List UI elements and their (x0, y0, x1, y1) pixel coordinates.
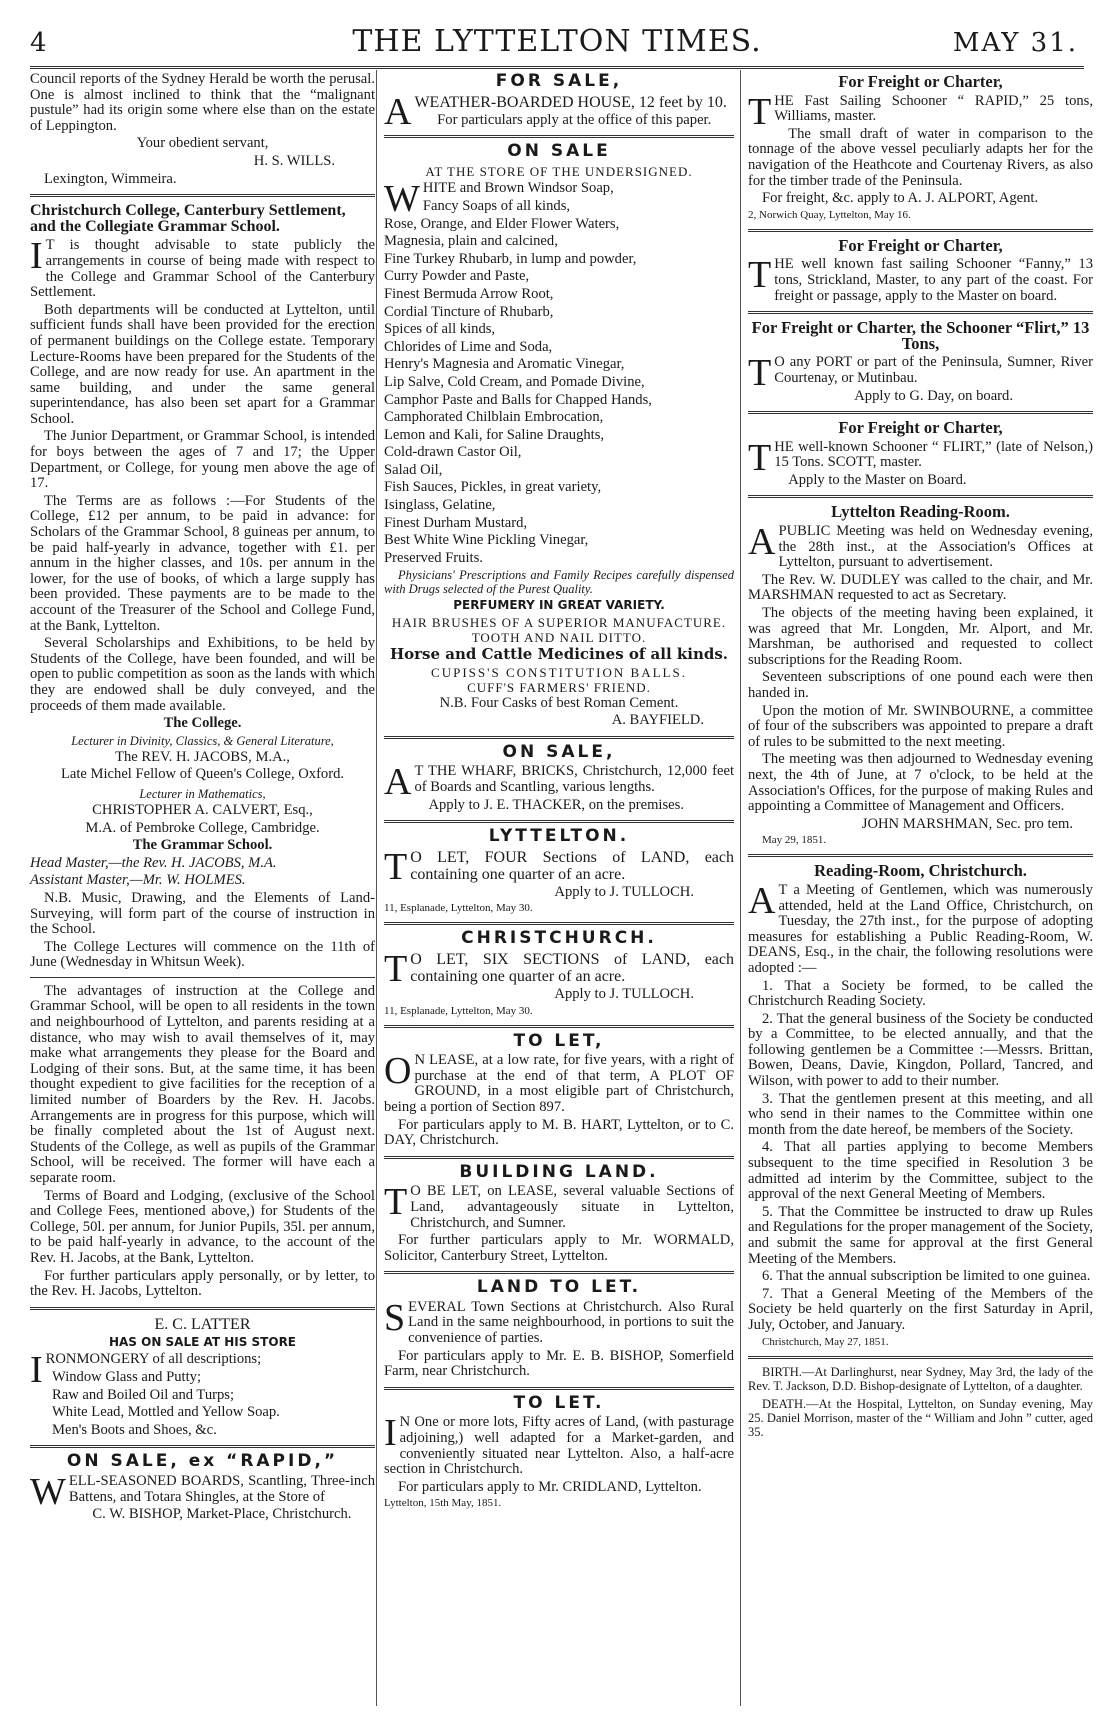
separator (748, 411, 1093, 414)
wharf-heading: ON SALE, (502, 741, 616, 762)
latter-body: IRONMONGERY of all descriptions; (30, 1349, 262, 1392)
college-further: For further particulars apply personally, or by letter, to the Rev. H. Jacobs, Lyttelton. (30, 1267, 375, 1300)
separator (384, 1271, 734, 1274)
onsale-item: Lip Salve, Cold Cream, and Pomade Divine, (384, 373, 645, 390)
separator (384, 1387, 734, 1390)
separator (748, 1356, 1093, 1359)
reading-room-sign: JOHN MARSHMAN, Sec. pro tem. (861, 815, 1073, 832)
forsale-heading: FOR SALE, (495, 71, 623, 91)
onsale-item: Finest Durham Mustard, (384, 514, 528, 531)
wharf-apply: Apply to J. E. THACKER, on the premises. (428, 796, 684, 813)
onsale-item: Spices of all kinds, (384, 321, 496, 338)
onsale-item: Isinglass, Gelatine, (384, 497, 496, 514)
newspaper-title: THE LYTTELTON TIMES. (352, 24, 762, 59)
onsale-item: WHITE and Brown Windsor Soap, (384, 178, 614, 221)
reading-room-date: May 29, 1851. (762, 834, 827, 847)
lyttelton-addr: 11, Esplanade, Lyttelton, May 30. (384, 902, 533, 915)
lecturer-note: Late Michel Fellow of Queen's College, Oxford. (60, 766, 345, 783)
letter-signature: H. S. WILLS. (253, 152, 335, 169)
college-advantages: The advantages of instruction at the College and Grammar School, will be open to all residents in the town and neighbourhood of Lyttelton, and parents residing at a distance, who may wish to avail themselves of it, may make what arrangements they please for the Board and Lodging of their sons. But, at the same time, it has been thought expedient to give facilities for the reception of a limited number of Boarders by the Rev. H. Jacobs. Arrangements are in progress for this purpose, which will be finally completed about the 1st of August next. Students of the College, as well as pupils of the Grammar School, will be received. The former will have each a separate room. (30, 982, 375, 1186)
latter-item: Window Glass and Putty; (52, 1368, 201, 1385)
tooth-brushes: TOOTH AND NAIL DITTO. (471, 630, 647, 646)
separator (30, 194, 375, 197)
forsale-apply: For particulars apply at the office of this paper. (437, 111, 712, 128)
latter-item: Raw and Boiled Oil and Turps; (52, 1386, 235, 1403)
onsale-item: Preserved Fruits. (384, 549, 483, 566)
land-body: SEVERAL Town Sections at Christchurch. Also Rural Land in the same neighbourhood, in portions to suit the convenience of parties. (384, 1296, 734, 1347)
resolution: 4. That all parties applying to become Members subsequent to the time specified in Resolution 3 be admitted ad interim by the Committee, subject to the approval of the next General Meeting of Members. (748, 1139, 1093, 1203)
lyttelton-body: TO LET, FOUR Sections of LAND, each containing one quarter of an acre. (384, 845, 734, 888)
college-para: IT is thought advisable to state publicly the arrangements in course of being made with respect to the College and Grammar School of the Canterbury Settlement. (30, 235, 375, 301)
letter-place: Lexington, Wimmeira. (44, 170, 177, 187)
reading-room-para: Seventeen subscriptions of one pound each were then handed in. (748, 669, 1093, 701)
reading-room-heading: Lyttelton Reading-Room. (831, 502, 1010, 522)
freight4-apply: Apply to the Master on Board. (788, 471, 967, 488)
resolution: 3. That the gentlemen present at this meeting, and all who send in their names to the Committee within one month from the date hereof, be members of the Society. (748, 1090, 1093, 1138)
separator (384, 736, 734, 739)
freight3-apply: Apply to G. Day, on board. (854, 387, 1013, 404)
chch-reading-room-intro: AT a Meeting of Gentlemen, which was numerously attended, held at the Land Office, Christchurch, on Tuesday, the 27th inst., for the purpose of adopting measures for establishing a Public Reading-Room, W. DEANS, Esq., in the chair, the following resolutions were adopted :— (748, 879, 1093, 976)
college-heading: Christchurch College, Canterbury Settlement, and the Collegiate Grammar School. (30, 202, 346, 235)
onsale-item: Magnesia, plain and calcined, (384, 233, 558, 250)
tolet2-heading: TO LET. (513, 1392, 605, 1413)
christchurch-heading: CHRISTCHURCH. (461, 928, 657, 949)
birth-notice: BIRTH.—At Darlinghurst, near Sydney, May 3rd, the lady of the Rev. T. Jackson, D.D. Bishop-designate of Lyttelton, of a daughter. (748, 1364, 1093, 1393)
wharf-body: AT THE WHARF, BRICKS, Christchurch, 12,000 feet of Boards and Scantling, various lengths. (384, 761, 734, 804)
separator (30, 1445, 375, 1448)
separator (748, 495, 1093, 498)
onsale-item: Fancy Soaps of all kinds, (422, 197, 571, 214)
cuff-friend: CUFF'S FARMERS' FRIEND. (467, 679, 651, 695)
chch-reading-room-heading: Reading-Room, Christchurch. (814, 861, 1027, 881)
onsale-item: Salad Oil, (384, 461, 443, 478)
tolet-apply: For particulars apply to M. B. HART, Lyttelton, or to C. DAY, Christchurch. (384, 1116, 734, 1149)
resolution: 6. That the annual subscription be limited to one guinea. (762, 1268, 1091, 1285)
lyttelton-heading: LYTTELTON. (488, 826, 630, 847)
onsale-item: Best White Wine Pickling Vinegar, (384, 532, 589, 549)
lecturer-name: The REV. H. JACOBS, M.A., (115, 748, 290, 765)
separator (384, 820, 734, 823)
separator (30, 977, 375, 978)
reading-room-para: Upon the motion of Mr. SWINBOURNE, a committee of four of the subscribers was appointed to prepare a draft of rules to be submitted to the next meeting. (748, 702, 1093, 750)
separator (30, 1307, 375, 1310)
separator (384, 1025, 734, 1028)
college-terms: Terms of Board and Lodging, (exclusive of the School and College Fees, mentioned above,) for Students of the College, 50l. per annum, for Junior Pupils, 35l. per annum, to be paid half-yearly in advance, to the account of the Rev. H. Jacobs, at the Bank, Lyttelton. (30, 1187, 375, 1266)
lecturer-role: Lecturer in Mathematics, (139, 786, 266, 801)
college-para: The Terms are as follows :—For Students of the College, £12 per annum, to be paid in advance: for Scholars of the Grammar School, 8 guineas per annum, to be paid half-yearly in advance, together with £1. per annum in the higher classes, and 10s. per annum in the lower, for the use of books, of which a large supply has been provided. These payments are to be made to the account of the Treasurer of the School and College Fund, at the Bank, Lyttelton. (30, 492, 375, 634)
college-para: The Junior Department, or Grammar School, is intended for boys between the ages of 7 and 17; the Upper Department, or College, for young men above the age of 17. (30, 428, 375, 492)
onsale-item: Cordial Tincture of Rhubarb, (384, 303, 554, 320)
head-master: Head Master,—the Rev. H. JACOBS, M.A. (30, 854, 277, 871)
latter-sub: HAS ON SALE AT HIS STORE (108, 1334, 297, 1349)
onsale-item: Curry Powder and Paste, (384, 268, 530, 285)
lecturer-note: M.A. of Pembroke College, Cambridge. (85, 819, 320, 836)
latter-item: Men's Boots and Shoes, &c. (52, 1421, 217, 1438)
onsale-heading: ON SALE (507, 141, 611, 162)
onsale-item: Camphor Paste and Balls for Chapped Hands, (384, 391, 652, 408)
column-3 (748, 72, 1093, 1441)
letter-closing: Your obedient servant, (136, 135, 269, 152)
building-apply: For further particulars apply to Mr. WORMALD, Solicitor, Canterbury Street, Lyttelton. (384, 1232, 734, 1264)
grammar-title: The Grammar School. (132, 837, 273, 854)
christchurch-body: TO LET, SIX SECTIONS of LAND, each containing one quarter of an acre. (384, 947, 734, 990)
resolution: 7. That a General Meeting of the Members of the Society be held quarterly on the first Saturday in April, July, October, and January. (748, 1285, 1093, 1333)
onsale-item: Fine Turkey Rhubarb, in lump and powder, (384, 250, 637, 267)
letter-text: Council reports of the Sydney Herald be worth the perusal. One is almost inclined to think that the “malignant pustule” had its origin some where else than on the estate of Leppington. (30, 71, 375, 134)
page-number: 4 (30, 28, 47, 58)
column-rule (376, 70, 377, 1706)
bayfield-sign: A. BAYFIELD. (611, 712, 704, 729)
college-title: The College. (163, 715, 242, 732)
separator (748, 311, 1093, 314)
christchurch-addr: 11, Esplanade, Lyttelton, May 30. (384, 1004, 533, 1017)
separator (384, 135, 734, 138)
resolution: 1. That a Society be formed, to be called the Christchurch Reading Society. (748, 977, 1093, 1010)
resolution: 5. That the Committee be instructed to draw up Rules and Regulations for the proper management of the Society, and submit the same for approval at the first General Meeting of the Members. (748, 1203, 1093, 1267)
chch-reading-room-date: Christchurch, May 27, 1851. (762, 1335, 889, 1348)
latter-name: E. C. LATTER (154, 1315, 251, 1333)
building-body: TO BE LET, on LEASE, several valuable Sections of Land, advantageously situate in Lyttelton, Christchurch, and Sumner. (384, 1181, 734, 1231)
tolet2-apply: For particulars apply to Mr. CRIDLAND, Lyttelton. (398, 1478, 702, 1495)
tolet-heading: TO LET, (513, 1030, 605, 1051)
freight1-desc: The small draft of water in comparison to the tonnage of the above vessel peculiarly adapts her for the navigation of the Heathcote and Courtenay Rivers, as also for the timber trade of the Peninsula. (748, 125, 1093, 189)
land-apply: For particulars apply to Mr. E. B. BISHOP, Somerfield Farm, near Christchurch. (384, 1347, 734, 1380)
onsale-item: Camphorated Chilblain Embrocation, (384, 409, 604, 426)
building-heading: BUILDING LAND. (459, 1161, 659, 1182)
freight4-heading: For Freight or Charter, (838, 418, 1003, 438)
column-rule (740, 70, 741, 1706)
resolution: 2. That the general business of the Society be conducted by a Committee, to be elected annually, and that the following gentlemen be a Committee :—Messrs. Brittan, Bowen, Deans, Davie, Kingdon, Pollard, Tancred, and Wilson, with power to add to their number. (748, 1010, 1093, 1090)
college-note: N.B. Music, Drawing, and the Elements of Land-Surveying, will form part of the course of instruction in the School. (30, 889, 375, 938)
column-2 (384, 72, 734, 1512)
onsale-item: Rose, Orange, and Elder Flower Waters, (384, 215, 620, 232)
tolet-body: ON LEASE, at a low rate, for five years, with a right of purchase at the end of that term, A PLOT OF GROUND, in a most eligible part of Christchurch, being a portion of Section 897. (384, 1050, 734, 1115)
perfumery: PERFUMERY IN GREAT VARIETY. (453, 598, 665, 613)
cupiss-balls: CUPISS'S CONSTITUTION BALLS. (431, 664, 687, 680)
separator (384, 1156, 734, 1159)
rapid-heading: ON SALE, ex “RAPID,” (66, 1451, 339, 1472)
lecturer-name: CHRISTOPHER A. CALVERT, Esq., (92, 801, 313, 818)
assistant-master: Assistant Master,—Mr. W. HOLMES. (30, 872, 246, 889)
freight3-heading: For Freight or Charter, the Schooner “Flirt,” 13 Tons, (751, 318, 1090, 353)
cement-note: N.B. Four Casks of best Roman Cement. (439, 694, 679, 711)
onsale-item: Finest Bermuda Arrow Root, (384, 285, 554, 302)
masthead (30, 22, 1084, 62)
onsale-item: Henry's Magnesia and Aromatic Vinegar, (384, 356, 625, 373)
freight1-heading: For Freight or Charter, (838, 72, 1003, 91)
tolet2-body: IN One or more lots, Fifty acres of Land, (with pasturage adjoining,) well adapted for a Market-garden, and conveniently situated near Lyttelton. Also, a half-acre section in Christchurch. (384, 1412, 734, 1478)
hair-brushes: HAIR BRUSHES OF A SUPERIOR MANUFACTURE. (391, 615, 727, 631)
lyttelton-apply: Apply to J. TULLOCH. (554, 883, 694, 900)
freight4-body: THE well-known Schooner “ FLIRT,” (late of Nelson,) 15 Tons. SCOTT, master. (748, 436, 1093, 479)
college-para: Both departments will be conducted at Lyttelton, until sufficient funds shall have been provided for the erection of permanent buildings on the College estate. Temporary Lecture-Rooms have been prepared for the Students of the College, and are now ready for use. An apartment in the same building, and under the same general superintendance, has also been set apart for a Grammar School. (30, 301, 375, 427)
freight3-body: TO any PORT or part of the Peninsula, Sumner, River Courtenay, or Mutinbau. (748, 352, 1093, 395)
onsale-item: Lemon and Kali, for Saline Draughts, (384, 426, 605, 443)
forsale-body: AWEATHER-BOARDED HOUSE, 12 feet by 10. (384, 90, 727, 133)
college-para: Several Scholarships and Exhibitions, to be held by Students of the College, have been founded, and will be open to public competition as soon as the lands with which they are endowed shall be duly conveyed, and the proceeds of them made available. (30, 635, 375, 714)
physicians-note: Physicians' Prescriptions and Family Recipes carefully dispensed with Drugs selected of the Purest Quality. (384, 568, 734, 597)
reading-room-para: The meeting was then adjourned to Wednesday evening next, the 4th of June, at 7 o'clock, to be held at the Association's Offices, for the purpose of making Rules and appointing a Committee of Management and Officers. (748, 751, 1093, 815)
reading-room-para: The Rev. W. DUDLEY was called to the chair, and Mr. MARSHMAN requested to act as Secretary. (748, 571, 1093, 604)
rapid-body: WELL-SEASONED BOARDS, Scantling, Three-inch Battens, and Totara Shingles, at the Store of (30, 1470, 375, 1513)
reading-room-para: APUBLIC Meeting was held on Wednesday evening, the 28th inst., at the Association's Offices at Lyttelton, pursuant to advertisement. (748, 521, 1093, 571)
rapid-sign: C. W. BISHOP, Market-Place, Christchurch. (92, 1506, 352, 1523)
tolet2-date: Lyttelton, 15th May, 1851. (384, 1497, 502, 1510)
freight1-apply: For freight, &c. apply to A. J. ALPORT, Agent. (762, 190, 1039, 207)
freight1-addr: 2, Norwich Quay, Lyttelton, May 16. (748, 208, 911, 221)
christchurch-apply: Apply to J. TULLOCH. (554, 985, 694, 1002)
separator (748, 229, 1093, 232)
reading-room-para: The objects of the meeting having been explained, it was agreed that Mr. Longden, Mr. Alport, and Mr. Marshman, be authorised and requested to collect subscriptions for the Reading Room. (748, 605, 1093, 668)
onsale-sub: AT THE STORE OF THE UNDERSIGNED. (425, 163, 693, 179)
column-1 (30, 72, 375, 1525)
masthead-rule (30, 66, 1084, 69)
onsale-item: Cold-drawn Castor Oil, (384, 444, 522, 461)
issue-date: MAY 31. (952, 28, 1078, 58)
land-heading: LAND TO LET. (476, 1277, 642, 1298)
freight2-body: THE well known fast sailing Schooner “Fanny,” 13 tons, Strickland, Master, to any part of the coast. For freight or passage, apply to the Master on board. (748, 254, 1093, 304)
separator (748, 854, 1093, 857)
latter-item: White Lead, Mottled and Yellow Soap. (52, 1404, 280, 1421)
separator (384, 922, 734, 925)
horse-medicines: Horse and Cattle Medicines of all kinds. (389, 645, 729, 664)
freight1-body: THE Fast Sailing Schooner “ RAPID,” 25 tons, Williams, master. (748, 90, 1093, 133)
onsale-list (384, 178, 734, 566)
lecturer-role: Lecturer in Divinity, Classics, & General Literature, (71, 733, 334, 748)
onsale-item: Chlorides of Lime and Soda, (384, 338, 553, 355)
freight2-heading: For Freight or Charter, (838, 235, 1003, 255)
onsale-item: Fish Sauces, Pickles, in great variety, (384, 479, 602, 496)
college-lectures: The College Lectures will commence on the 11th of June (Wednesday in Whitsun Week). (30, 938, 375, 971)
death-notice: DEATH.—At the Hospital, Lyttelton, on Sunday evening, May 25. Daniel Morrison, master of the “ William and John ” cutter, aged 35. (748, 1396, 1093, 1439)
